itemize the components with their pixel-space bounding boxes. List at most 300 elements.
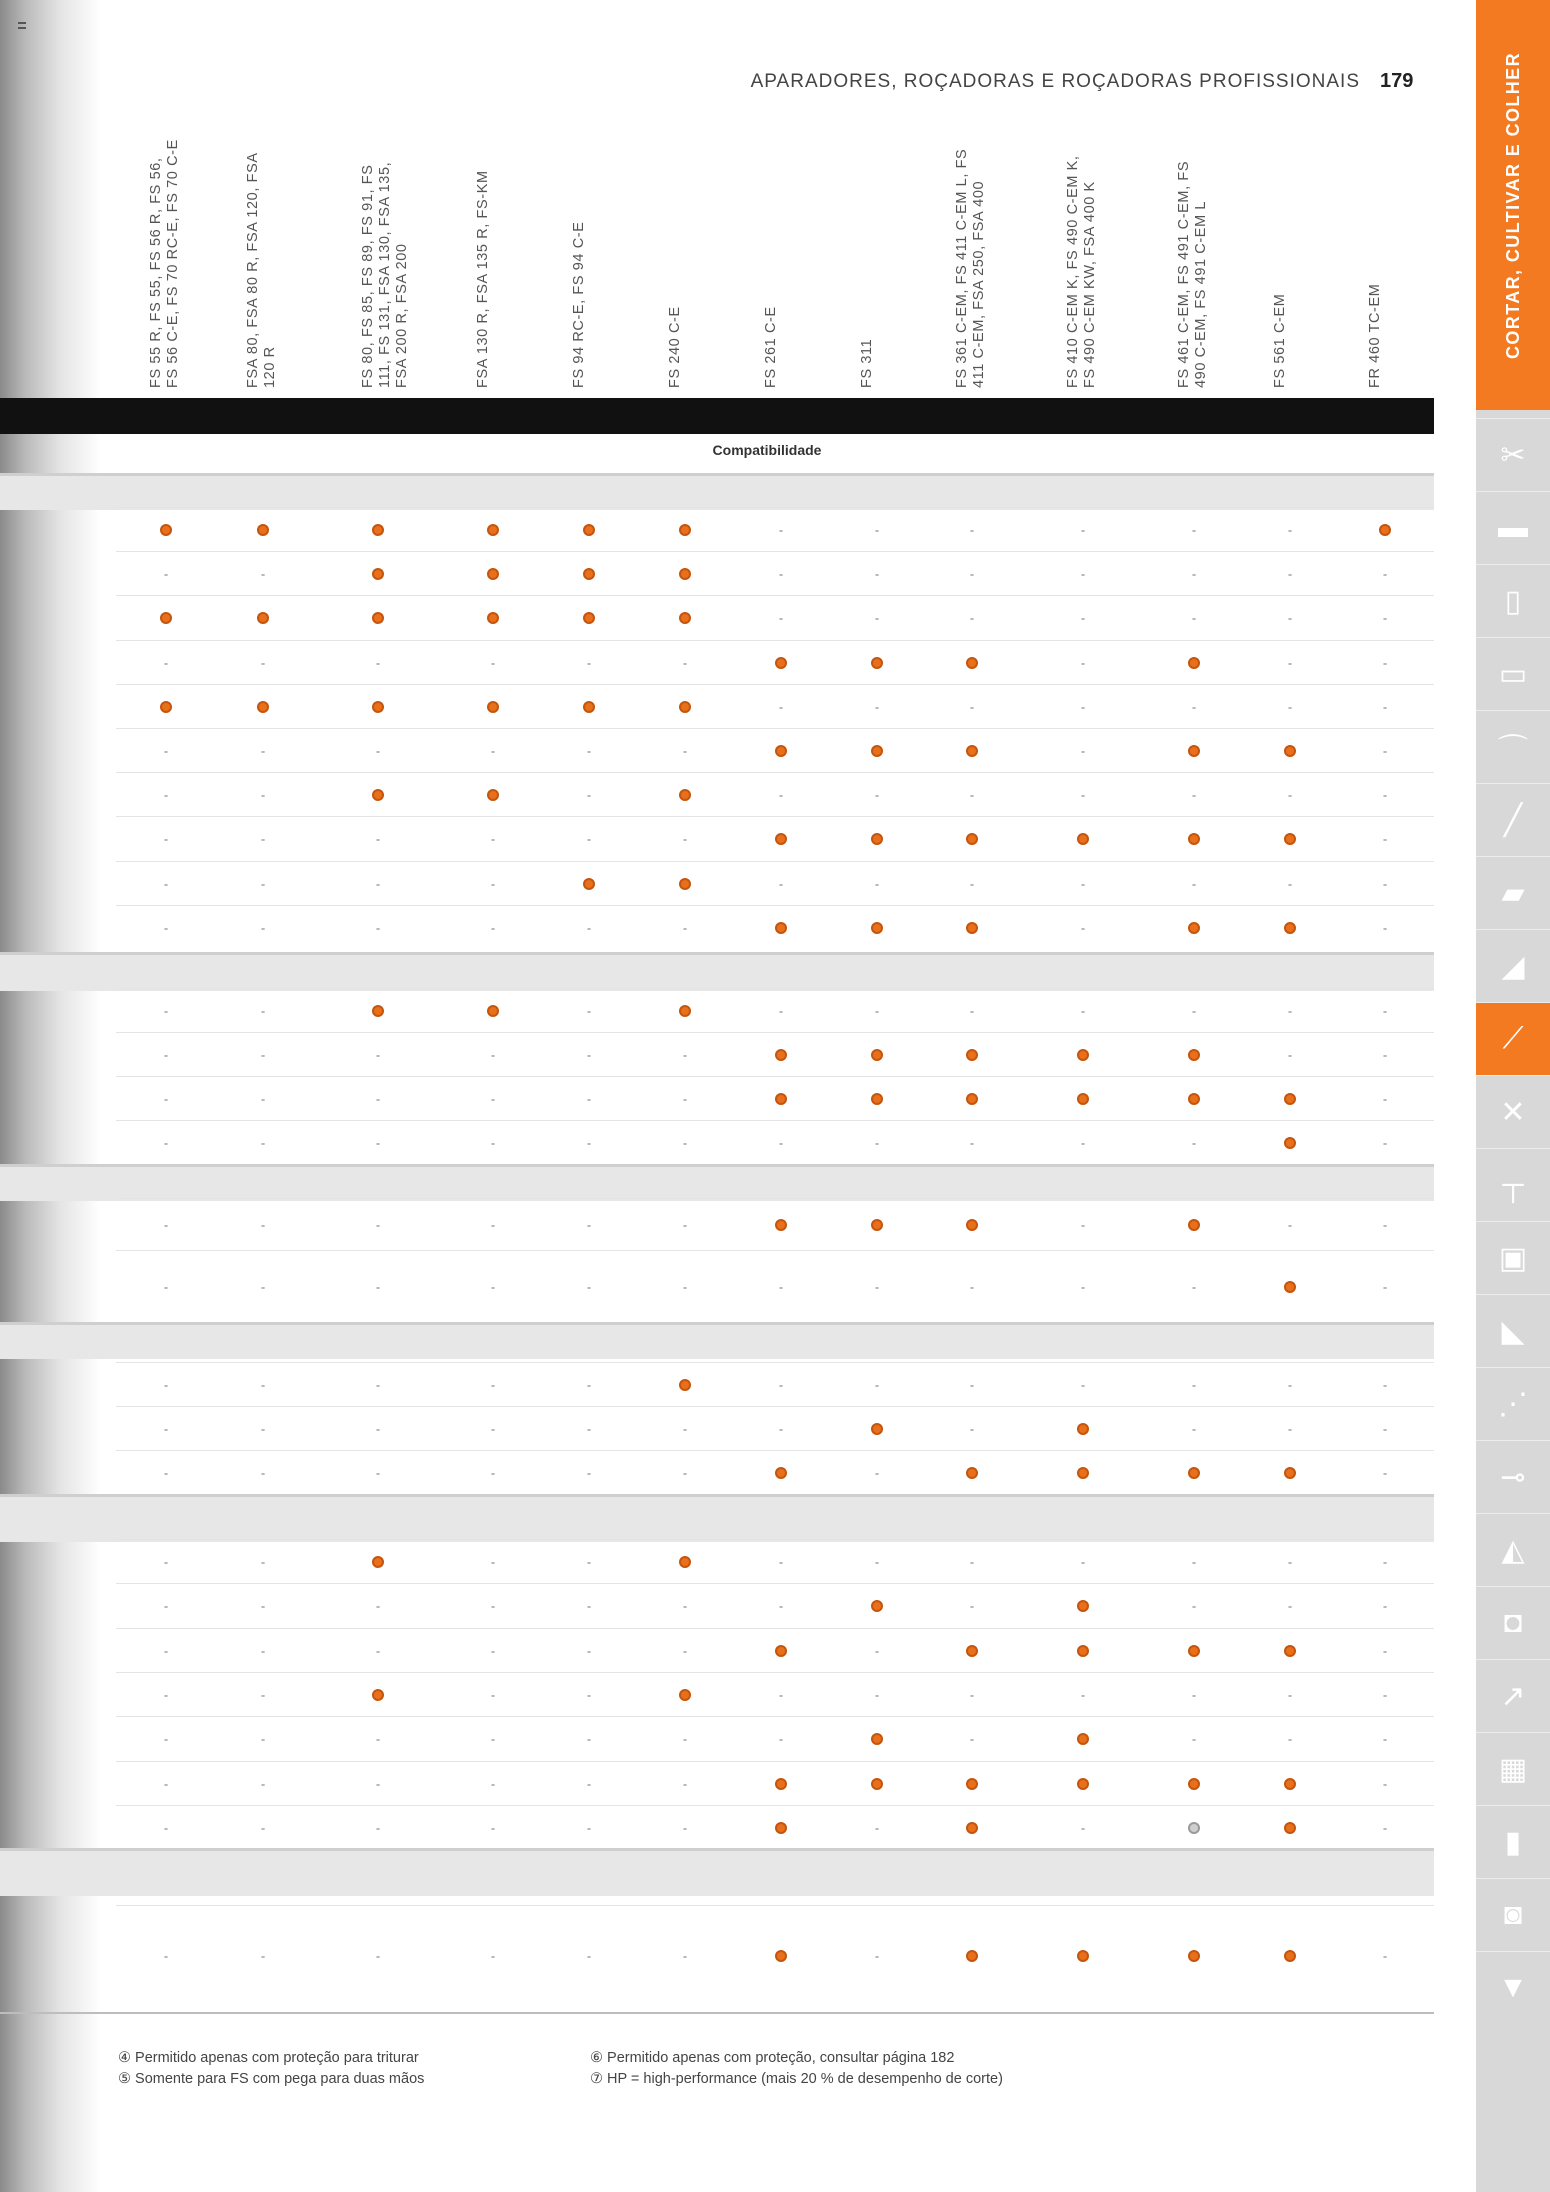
- not-compatible-dash: -: [1382, 1554, 1388, 1570]
- table-row: [116, 595, 1434, 640]
- not-compatible-dash: -: [163, 1047, 169, 1063]
- pole-pruner-icon[interactable]: ┬: [1476, 1148, 1550, 1221]
- not-compatible-dash: -: [682, 1091, 688, 1107]
- not-compatible-dash: -: [260, 1948, 266, 1964]
- compatible-dot: [372, 1689, 384, 1701]
- compatible-dot: [679, 524, 691, 536]
- compatible-dot: [583, 878, 595, 890]
- not-compatible-dash: -: [1191, 1598, 1197, 1614]
- footnote: ⑤ Somente para FS com pega para duas mãos: [118, 2071, 425, 2087]
- table-row: [116, 1539, 1434, 1584]
- not-compatible-dash: -: [163, 1003, 169, 1019]
- shoe-icon[interactable]: ◢: [1476, 929, 1550, 1002]
- compatible-dot: [487, 701, 499, 713]
- phone-icon[interactable]: ▯: [1476, 564, 1550, 637]
- not-compatible-dash: -: [163, 787, 169, 803]
- not-compatible-dash: -: [586, 1598, 592, 1614]
- pole-icon[interactable]: ╱: [1476, 783, 1550, 856]
- corner-mark: [18, 27, 26, 29]
- compatible-dot: [1077, 1950, 1089, 1962]
- not-compatible-dash: -: [375, 1948, 381, 1964]
- not-compatible-dash: -: [1080, 920, 1086, 936]
- not-compatible-dash: -: [375, 920, 381, 936]
- compatible-dot: [583, 612, 595, 624]
- not-compatible-dash: -: [1382, 1091, 1388, 1107]
- not-compatible-dash: -: [1382, 1377, 1388, 1393]
- compatible-dot: [372, 701, 384, 713]
- not-compatible-dash: -: [375, 1598, 381, 1614]
- footnote: ⑦ HP = high-performance (mais 20 % de desempenho de corte): [590, 2071, 1003, 2087]
- not-compatible-dash: -: [375, 1279, 381, 1295]
- compatible-dot: [775, 1822, 787, 1834]
- not-compatible-dash: -: [969, 1731, 975, 1747]
- column-header: FS 261 C-E: [763, 306, 779, 388]
- column-header: FS 55 R, FS 55, FS 56 R, FS 56, FS 56 C-E, FS 70 RC-E, FS 70 C-E: [148, 139, 181, 388]
- column-header: FS 461 C-EM, FS 491 C-EM, FS 490 C-EM, FS 491 C-EM L: [1176, 160, 1209, 388]
- not-compatible-dash: -: [1382, 699, 1388, 715]
- shredder-icon[interactable]: ▣: [1476, 1221, 1550, 1294]
- compatible-dot: [966, 833, 978, 845]
- not-compatible-dash: -: [1080, 522, 1086, 538]
- not-compatible-dash: -: [490, 1047, 496, 1063]
- not-compatible-dash: -: [260, 655, 266, 671]
- table-row: [116, 1198, 1434, 1251]
- lance-icon[interactable]: ⊸: [1476, 1440, 1550, 1513]
- scythe-icon[interactable]: ↗: [1476, 1659, 1550, 1732]
- not-compatible-dash: -: [969, 566, 975, 582]
- not-compatible-dash: -: [586, 1731, 592, 1747]
- not-compatible-dash: -: [163, 1731, 169, 1747]
- chainsaw-icon[interactable]: ▬: [1476, 491, 1550, 564]
- table-row: [116, 507, 1434, 552]
- compatible-dot: [871, 1093, 883, 1105]
- not-compatible-dash: -: [586, 1279, 592, 1295]
- compatible-dot: [583, 524, 595, 536]
- not-compatible-dash: -: [375, 1731, 381, 1747]
- not-compatible-dash: -: [1382, 1279, 1388, 1295]
- not-compatible-dash: -: [586, 1687, 592, 1703]
- not-compatible-dash: -: [163, 1279, 169, 1295]
- not-compatible-dash: -: [490, 1091, 496, 1107]
- not-compatible-dash: -: [1287, 1003, 1293, 1019]
- not-compatible-dash: -: [260, 831, 266, 847]
- sweeper-icon[interactable]: ◣: [1476, 1294, 1550, 1367]
- not-compatible-dash: -: [1191, 1554, 1197, 1570]
- not-compatible-dash: -: [969, 1598, 975, 1614]
- not-compatible-dash: -: [682, 1776, 688, 1792]
- not-compatible-dash: -: [778, 1279, 784, 1295]
- not-compatible-dash: -: [260, 1731, 266, 1747]
- not-compatible-dash: -: [163, 1598, 169, 1614]
- not-compatible-dash: -: [1382, 787, 1388, 803]
- compatible-dot: [487, 524, 499, 536]
- not-compatible-dash: -: [586, 1820, 592, 1836]
- compatible-dot: [775, 657, 787, 669]
- not-compatible-dash: -: [260, 1643, 266, 1659]
- not-compatible-dash: -: [778, 610, 784, 626]
- pipe-icon[interactable]: ⋰: [1476, 1367, 1550, 1440]
- not-compatible-dash: -: [1382, 1948, 1388, 1964]
- table-row: [116, 905, 1434, 950]
- compatible-dot: [372, 568, 384, 580]
- not-compatible-dash: -: [778, 1377, 784, 1393]
- compatible-dot: [372, 789, 384, 801]
- shirt-icon[interactable]: ▼: [1476, 1951, 1550, 2024]
- not-compatible-dash: -: [969, 699, 975, 715]
- not-compatible-dash: -: [1382, 566, 1388, 582]
- table-row: [116, 772, 1434, 817]
- hedge-trimmer-icon[interactable]: ✂: [1476, 418, 1550, 491]
- compatible-dot: [966, 1822, 978, 1834]
- not-compatible-dash: -: [490, 1217, 496, 1233]
- table-row: [116, 1761, 1434, 1806]
- not-compatible-dash: -: [163, 1377, 169, 1393]
- not-compatible-dash: -: [586, 1421, 592, 1437]
- not-compatible-dash: -: [1382, 1776, 1388, 1792]
- compatible-dot: [775, 1093, 787, 1105]
- compatible-dot: [679, 1379, 691, 1391]
- table-row: [116, 1672, 1434, 1717]
- table-row: [116, 1250, 1434, 1323]
- compatible-dot: [1077, 1645, 1089, 1657]
- compatible-dot: [372, 1556, 384, 1568]
- not-compatible-dash: -: [682, 1948, 688, 1964]
- compatible-dot: [775, 1219, 787, 1231]
- not-compatible-dash: -: [490, 831, 496, 847]
- chapter-tab-label: CORTAR, CULTIVAR E COLHER: [1502, 51, 1523, 359]
- compatible-dot: [1188, 1778, 1200, 1790]
- not-compatible-dash: -: [874, 699, 880, 715]
- not-compatible-dash: -: [1191, 1377, 1197, 1393]
- compatible-dot: [871, 833, 883, 845]
- not-compatible-dash: -: [778, 566, 784, 582]
- not-compatible-dash: -: [260, 1003, 266, 1019]
- rake-icon[interactable]: ✕: [1476, 1075, 1550, 1148]
- not-compatible-dash: -: [1382, 655, 1388, 671]
- not-compatible-dash: -: [969, 787, 975, 803]
- not-compatible-dash: -: [1382, 1731, 1388, 1747]
- not-compatible-dash: -: [1080, 566, 1086, 582]
- not-compatible-dash: -: [375, 1465, 381, 1481]
- not-compatible-dash: -: [375, 876, 381, 892]
- not-compatible-dash: -: [682, 1643, 688, 1659]
- not-compatible-dash: -: [1080, 1217, 1086, 1233]
- not-compatible-dash: -: [490, 1465, 496, 1481]
- compatible-dot: [1284, 833, 1296, 845]
- not-compatible-dash: -: [490, 876, 496, 892]
- bottle-icon[interactable]: ▮: [1476, 1805, 1550, 1878]
- not-compatible-dash: -: [490, 920, 496, 936]
- not-compatible-dash: -: [874, 1465, 880, 1481]
- compatible-dot: [871, 1049, 883, 1061]
- section-header-band: [0, 1848, 1434, 1896]
- not-compatible-dash: -: [490, 1948, 496, 1964]
- not-compatible-dash: -: [1191, 522, 1197, 538]
- corner-mark: [18, 22, 26, 24]
- not-compatible-dash: -: [490, 743, 496, 759]
- trimmer-icon[interactable]: ⌒: [1476, 710, 1550, 783]
- compatible-dot: [1379, 524, 1391, 536]
- compatible-dot: [160, 612, 172, 624]
- not-compatible-dash: -: [586, 1091, 592, 1107]
- not-compatible-dash: -: [375, 1820, 381, 1836]
- page-number: 179: [1380, 70, 1414, 92]
- not-compatible-dash: -: [375, 1047, 381, 1063]
- compatible-dot: [487, 568, 499, 580]
- not-compatible-dash: -: [1382, 610, 1388, 626]
- compatible-dot: [966, 922, 978, 934]
- not-compatible-dash: -: [260, 1776, 266, 1792]
- not-compatible-dash: -: [1191, 1687, 1197, 1703]
- not-compatible-dash: -: [874, 1554, 880, 1570]
- column-header: FS 240 C-E: [667, 306, 683, 388]
- not-compatible-dash: -: [969, 1421, 975, 1437]
- table-header-bar: [0, 398, 1434, 434]
- compatible-dot: [966, 1950, 978, 1962]
- footnotes-right: [590, 2048, 1003, 2090]
- not-compatible-dash: -: [1287, 1217, 1293, 1233]
- not-compatible-dash: -: [1080, 1820, 1086, 1836]
- compatible-dot: [1077, 1733, 1089, 1745]
- not-compatible-dash: -: [260, 1279, 266, 1295]
- not-compatible-dash: -: [1287, 787, 1293, 803]
- not-compatible-dash: -: [1080, 655, 1086, 671]
- not-compatible-dash: -: [375, 831, 381, 847]
- not-compatible-dash: -: [1382, 831, 1388, 847]
- not-compatible-dash: -: [874, 610, 880, 626]
- table-row: [116, 1628, 1434, 1673]
- not-compatible-dash: -: [163, 1948, 169, 1964]
- not-compatible-dash: -: [1382, 743, 1388, 759]
- compatible-dot: [775, 1049, 787, 1061]
- not-compatible-dash: -: [375, 1377, 381, 1393]
- not-compatible-dash: -: [874, 566, 880, 582]
- not-compatible-dash: -: [1080, 743, 1086, 759]
- compatible-dot: [1077, 1778, 1089, 1790]
- not-compatible-dash: -: [778, 1554, 784, 1570]
- not-compatible-dash: -: [1287, 1687, 1293, 1703]
- not-compatible-dash: -: [1191, 1731, 1197, 1747]
- compatible-dot: [871, 657, 883, 669]
- not-compatible-dash: -: [874, 1687, 880, 1703]
- not-compatible-dash: -: [1287, 1377, 1293, 1393]
- not-compatible-dash: -: [163, 876, 169, 892]
- not-compatible-dash: -: [375, 1217, 381, 1233]
- not-compatible-dash: -: [1287, 1554, 1293, 1570]
- not-compatible-dash: -: [586, 1554, 592, 1570]
- not-compatible-dash: -: [1191, 876, 1197, 892]
- not-compatible-dash: -: [969, 1687, 975, 1703]
- not-compatible-dash: -: [375, 1091, 381, 1107]
- not-compatible-dash: -: [163, 920, 169, 936]
- not-compatible-dash: -: [260, 1217, 266, 1233]
- not-compatible-dash: -: [260, 743, 266, 759]
- not-compatible-dash: -: [163, 566, 169, 582]
- compatible-dot: [1188, 657, 1200, 669]
- not-compatible-dash: -: [375, 1135, 381, 1151]
- table-row: [116, 1076, 1434, 1121]
- not-compatible-dash: -: [1382, 876, 1388, 892]
- table-row: [116, 816, 1434, 861]
- not-compatible-dash: -: [586, 1948, 592, 1964]
- not-compatible-dash: -: [1382, 1135, 1388, 1151]
- compatible-dot: [871, 745, 883, 757]
- not-compatible-dash: -: [1382, 1687, 1388, 1703]
- not-compatible-dash: -: [778, 1135, 784, 1151]
- table-row: [116, 1032, 1434, 1077]
- not-compatible-dash: -: [586, 920, 592, 936]
- not-compatible-dash: -: [778, 1687, 784, 1703]
- compatible-dot: [775, 1645, 787, 1657]
- not-compatible-dash: -: [163, 1643, 169, 1659]
- not-compatible-dash: -: [586, 1377, 592, 1393]
- compatible-dot: [871, 1423, 883, 1435]
- compatible-dot: [1188, 833, 1200, 845]
- compatible-dot: [1188, 745, 1200, 757]
- not-compatible-dash: -: [260, 876, 266, 892]
- not-compatible-dash: -: [874, 1643, 880, 1659]
- not-compatible-dash: -: [778, 787, 784, 803]
- not-compatible-dash: -: [969, 522, 975, 538]
- not-compatible-dash: -: [163, 1776, 169, 1792]
- not-compatible-dash: -: [778, 699, 784, 715]
- not-compatible-dash: -: [586, 1135, 592, 1151]
- not-compatible-dash: -: [586, 1465, 592, 1481]
- compatible-dot: [679, 612, 691, 624]
- not-compatible-dash: -: [1287, 699, 1293, 715]
- vacuum-icon[interactable]: ▰: [1476, 856, 1550, 929]
- compatible-dot: [1284, 1950, 1296, 1962]
- not-compatible-dash: -: [682, 1135, 688, 1151]
- not-compatible-dash: -: [1080, 876, 1086, 892]
- table-row: [116, 861, 1434, 906]
- footnote: ④ Permitido apenas com proteção para triturar: [118, 2050, 419, 2066]
- compatible-dot: [966, 1645, 978, 1657]
- not-compatible-dash: -: [490, 1135, 496, 1151]
- not-compatible-dash: -: [1080, 787, 1086, 803]
- not-compatible-dash: -: [490, 1820, 496, 1836]
- compatible-dot: [775, 1778, 787, 1790]
- column-header: FSA 80, FSA 80 R, FSA 120, FSA 120 R: [245, 153, 278, 388]
- not-compatible-dash: -: [163, 1465, 169, 1481]
- not-compatible-dash: -: [163, 1820, 169, 1836]
- table-bottom-rule: [0, 2012, 1434, 2014]
- bucket-icon[interactable]: ◘: [1476, 1586, 1550, 1659]
- sprayer-icon[interactable]: ◭: [1476, 1513, 1550, 1586]
- not-compatible-dash: -: [969, 1279, 975, 1295]
- compatible-dot: [1284, 1093, 1296, 1105]
- compatible-dot: [487, 1005, 499, 1017]
- compatible-dot: [372, 524, 384, 536]
- not-compatible-dash: -: [1191, 1279, 1197, 1295]
- not-compatible-dash: -: [260, 566, 266, 582]
- column-header: FR 460 TC-EM: [1367, 283, 1383, 388]
- compatible-dot: [1077, 1600, 1089, 1612]
- table-row: [116, 1716, 1434, 1761]
- compatible-dot: [966, 1219, 978, 1231]
- compatible-dot: [1188, 1049, 1200, 1061]
- not-compatible-dash: -: [969, 1003, 975, 1019]
- compatible-dot: [871, 1219, 883, 1231]
- not-compatible-dash: -: [586, 743, 592, 759]
- brushcutter-icon[interactable]: ⟋: [1476, 1002, 1550, 1075]
- not-compatible-dash: -: [969, 610, 975, 626]
- not-compatible-dash: -: [1382, 1003, 1388, 1019]
- not-compatible-dash: -: [260, 1091, 266, 1107]
- not-compatible-dash: -: [874, 522, 880, 538]
- compatible-dot: [1188, 1467, 1200, 1479]
- not-compatible-dash: -: [1382, 1047, 1388, 1063]
- page-title: APARADORES, ROÇADORAS E ROÇADORAS PROFISSIONAIS: [750, 71, 1360, 92]
- not-compatible-dash: -: [1287, 1598, 1293, 1614]
- not-compatible-dash: -: [586, 1776, 592, 1792]
- table-row: [116, 1583, 1434, 1628]
- compatible-dot: [583, 568, 595, 580]
- not-compatible-dash: -: [874, 1948, 880, 1964]
- not-compatible-dash: -: [1080, 1135, 1086, 1151]
- not-compatible-dash: -: [778, 522, 784, 538]
- not-compatible-dash: -: [1080, 699, 1086, 715]
- compatible-dot: [1077, 1467, 1089, 1479]
- compatible-dot: [1284, 922, 1296, 934]
- toolbox-icon[interactable]: ◙: [1476, 1878, 1550, 1951]
- compatible-dot: [1077, 1049, 1089, 1061]
- not-compatible-dash: -: [260, 1047, 266, 1063]
- not-compatible-dash: -: [1080, 1003, 1086, 1019]
- not-compatible-dash: -: [682, 831, 688, 847]
- not-compatible-dash: -: [1287, 1047, 1293, 1063]
- not-compatible-dash: -: [163, 1687, 169, 1703]
- not-compatible-dash: -: [490, 1776, 496, 1792]
- compatible-dot: [1188, 922, 1200, 934]
- section-header-band: [0, 952, 1434, 991]
- not-compatible-dash: -: [682, 1217, 688, 1233]
- table-row: [116, 1362, 1434, 1407]
- column-header: FS 361 C-EM, FS 411 C-EM L, FS 411 C-EM, FSA 250, FSA 400: [954, 148, 987, 388]
- not-compatible-dash: -: [969, 876, 975, 892]
- not-compatible-dash: -: [874, 1377, 880, 1393]
- not-compatible-dash: -: [778, 1003, 784, 1019]
- compatible-dot: [966, 745, 978, 757]
- compatible-dot: [679, 789, 691, 801]
- not-compatible-dash: -: [682, 1598, 688, 1614]
- not-compatible-dash: -: [163, 831, 169, 847]
- not-compatible-dash: -: [1080, 1279, 1086, 1295]
- compatible-dot: [1284, 1822, 1296, 1834]
- not-compatible-dash: -: [682, 920, 688, 936]
- not-compatible-dash: -: [586, 1047, 592, 1063]
- not-compatible-dash: -: [490, 1731, 496, 1747]
- not-compatible-dash: -: [490, 1377, 496, 1393]
- not-compatible-dash: -: [1080, 1377, 1086, 1393]
- not-compatible-dash: -: [778, 876, 784, 892]
- compatible-dot: [257, 612, 269, 624]
- table-row: [116, 640, 1434, 685]
- not-compatible-dash: -: [1191, 699, 1197, 715]
- blower-icon[interactable]: ▭: [1476, 637, 1550, 710]
- not-compatible-dash: -: [1191, 610, 1197, 626]
- compatibility-label: Compatibilidade: [712, 442, 822, 458]
- not-compatible-dash: -: [1080, 1687, 1086, 1703]
- compatible-dot: [372, 612, 384, 624]
- not-compatible-dash: -: [682, 1279, 688, 1295]
- table-row: [116, 728, 1434, 773]
- not-compatible-dash: -: [260, 1377, 266, 1393]
- not-compatible-dash: -: [586, 1217, 592, 1233]
- compatible-dot: [775, 833, 787, 845]
- compatible-dot: [372, 1005, 384, 1017]
- battery-icon[interactable]: ▦: [1476, 1732, 1550, 1805]
